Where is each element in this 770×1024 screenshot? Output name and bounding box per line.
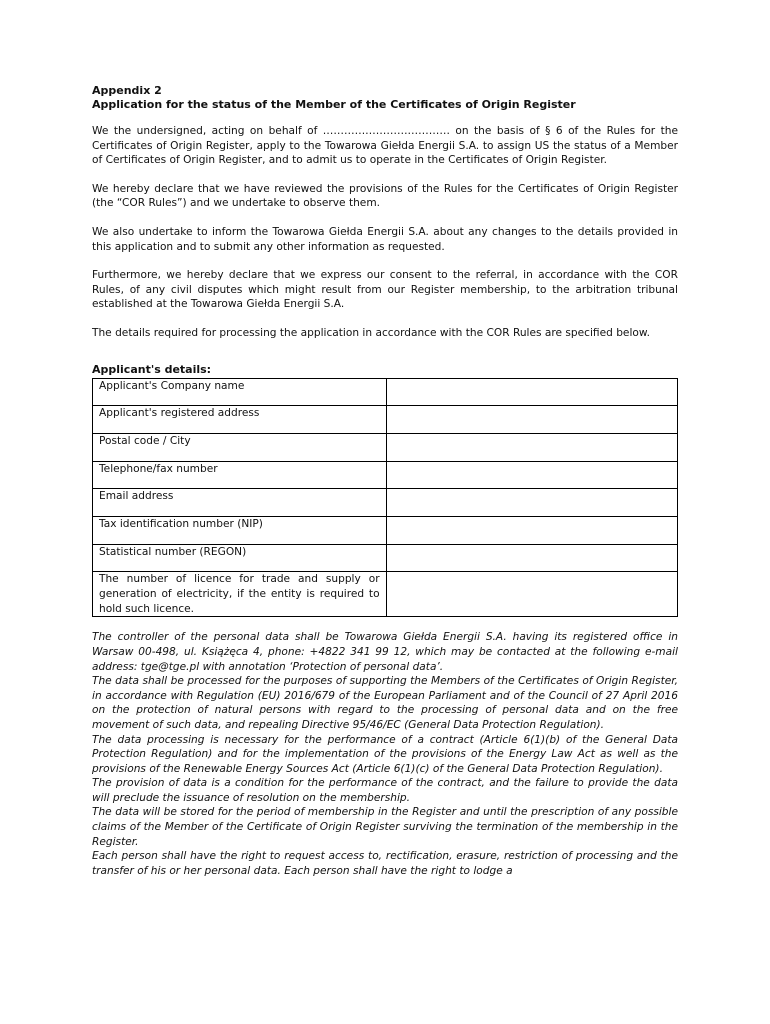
table-row <box>93 544 678 572</box>
field-licence-number[interactable] <box>386 572 677 617</box>
field-postal-code-city[interactable] <box>386 433 677 461</box>
paragraph-declaration: We hereby declare that we have reviewed the provisions of the Rules for the Certificates of Origin Register (the “COR Rules”) and we undertake to observe them. <box>92 182 678 210</box>
table-row <box>93 572 678 617</box>
applicant-details-title: Applicant's details: <box>92 362 212 376</box>
document-title: Application for the status of the Member of the Certificates of Origin Register <box>92 98 576 111</box>
row-label-regon: Statistical number (REGON) <box>93 544 387 572</box>
row-label-email: Email address <box>93 489 387 517</box>
paragraph-arbitration: Furthermore, we hereby declare that we express our consent to the referral, in accordance with the COR Rules, of any civil disputes which might result from our Register membership, to the arbitration tribunal established at the Towarowa Giełda Energii S.A. <box>92 269 678 311</box>
field-telephone-fax[interactable] <box>386 461 677 489</box>
table-row <box>93 433 678 461</box>
field-company-name[interactable] <box>386 378 677 406</box>
table-row <box>93 378 678 406</box>
notice-purpose: The data shall be processed for the purposes of supporting the Members of the Certificates of Origin Register, in accordance with Regulation (EU) 2016/679 of the European Parliament and of the Council of 27 April 2016 on the protection of natural persons with regard to the processing of personal data and on the free movement of such data, and repealing Directive 95/46/EC (General Data Protection Regulation). <box>92 675 678 731</box>
notice-controller: The controller of the personal data shall be Towarowa Giełda Energii S.A. having its registered office in Warsaw 00-498, ul. Książęca 4, phone: +4822 341 99 12, which may be contacted at the following e-mail address: tge@tge.pl with annotation ‘Protection of personal data’. <box>92 631 678 673</box>
table-row <box>93 406 678 434</box>
notice-legal-basis: The data processing is necessary for the performance of a contract (Article 6(1)(b) of the General Data Protection Regulation) and for the implementation of the provisions of the Energy Law Act as well as the provisions of the Renewable Energy Sources Act (Article 6(1)(c) of the General Data Protection Regulation). <box>92 733 678 775</box>
appendix-number: Appendix 2 <box>92 84 162 97</box>
field-registered-address[interactable] <box>386 406 677 434</box>
document-page <box>92 84 678 878</box>
table-row <box>93 516 678 544</box>
row-label-nip: Tax identification number (NIP) <box>93 516 387 544</box>
row-label-registered-address: Applicant's registered address <box>93 406 387 434</box>
field-nip[interactable] <box>386 516 677 544</box>
field-regon[interactable] <box>386 544 677 572</box>
notice-rights: Each person shall have the right to request access to, rectification, erasure, restriction of processing and the transfer of his or her personal data. Each person shall have the right to lodge a <box>92 850 678 877</box>
notice-storage-period: The data will be stored for the period of membership in the Register and until the prescription of any possible claims of the Member of the Certificate of Origin Register surviving the termination of the membership in the Register. <box>92 806 678 848</box>
applicant-details-table <box>92 378 678 618</box>
row-label-telephone-fax: Telephone/fax number <box>93 461 387 489</box>
paragraph-application: We the undersigned, acting on behalf of ……………………………… on the basis of § 6 of the Rules for the Certificates of Origin Register, apply to the Towarowa Giełda Energii S.A. to assign US the status of a Member of Certificates of Origin Register, and to admit us to operate in the Certificates of Origin Register. <box>92 125 678 167</box>
field-email[interactable] <box>386 489 677 517</box>
table-row <box>93 489 678 517</box>
table-row <box>93 461 678 489</box>
data-protection-notice <box>92 630 678 878</box>
row-label-company-name: Applicant's Company name <box>93 378 387 406</box>
row-label-postal-code-city: Postal code / City <box>93 433 387 461</box>
row-label-licence-number: The number of licence for trade and supply or generation of electricity, if the entity is required to hold such licence. <box>93 572 387 617</box>
notice-provision-condition: The provision of data is a condition for the performance of the contract, and the failure to provide the data will preclude the issuance of resolution on the membership. <box>92 777 678 804</box>
paragraph-details-intro: The details required for processing the application in accordance with the COR Rules are specified below. <box>92 326 650 339</box>
paragraph-undertaking: We also undertake to inform the Towarowa Giełda Energii S.A. about any changes to the details provided in this application and to submit any other information as requested. <box>92 225 678 253</box>
